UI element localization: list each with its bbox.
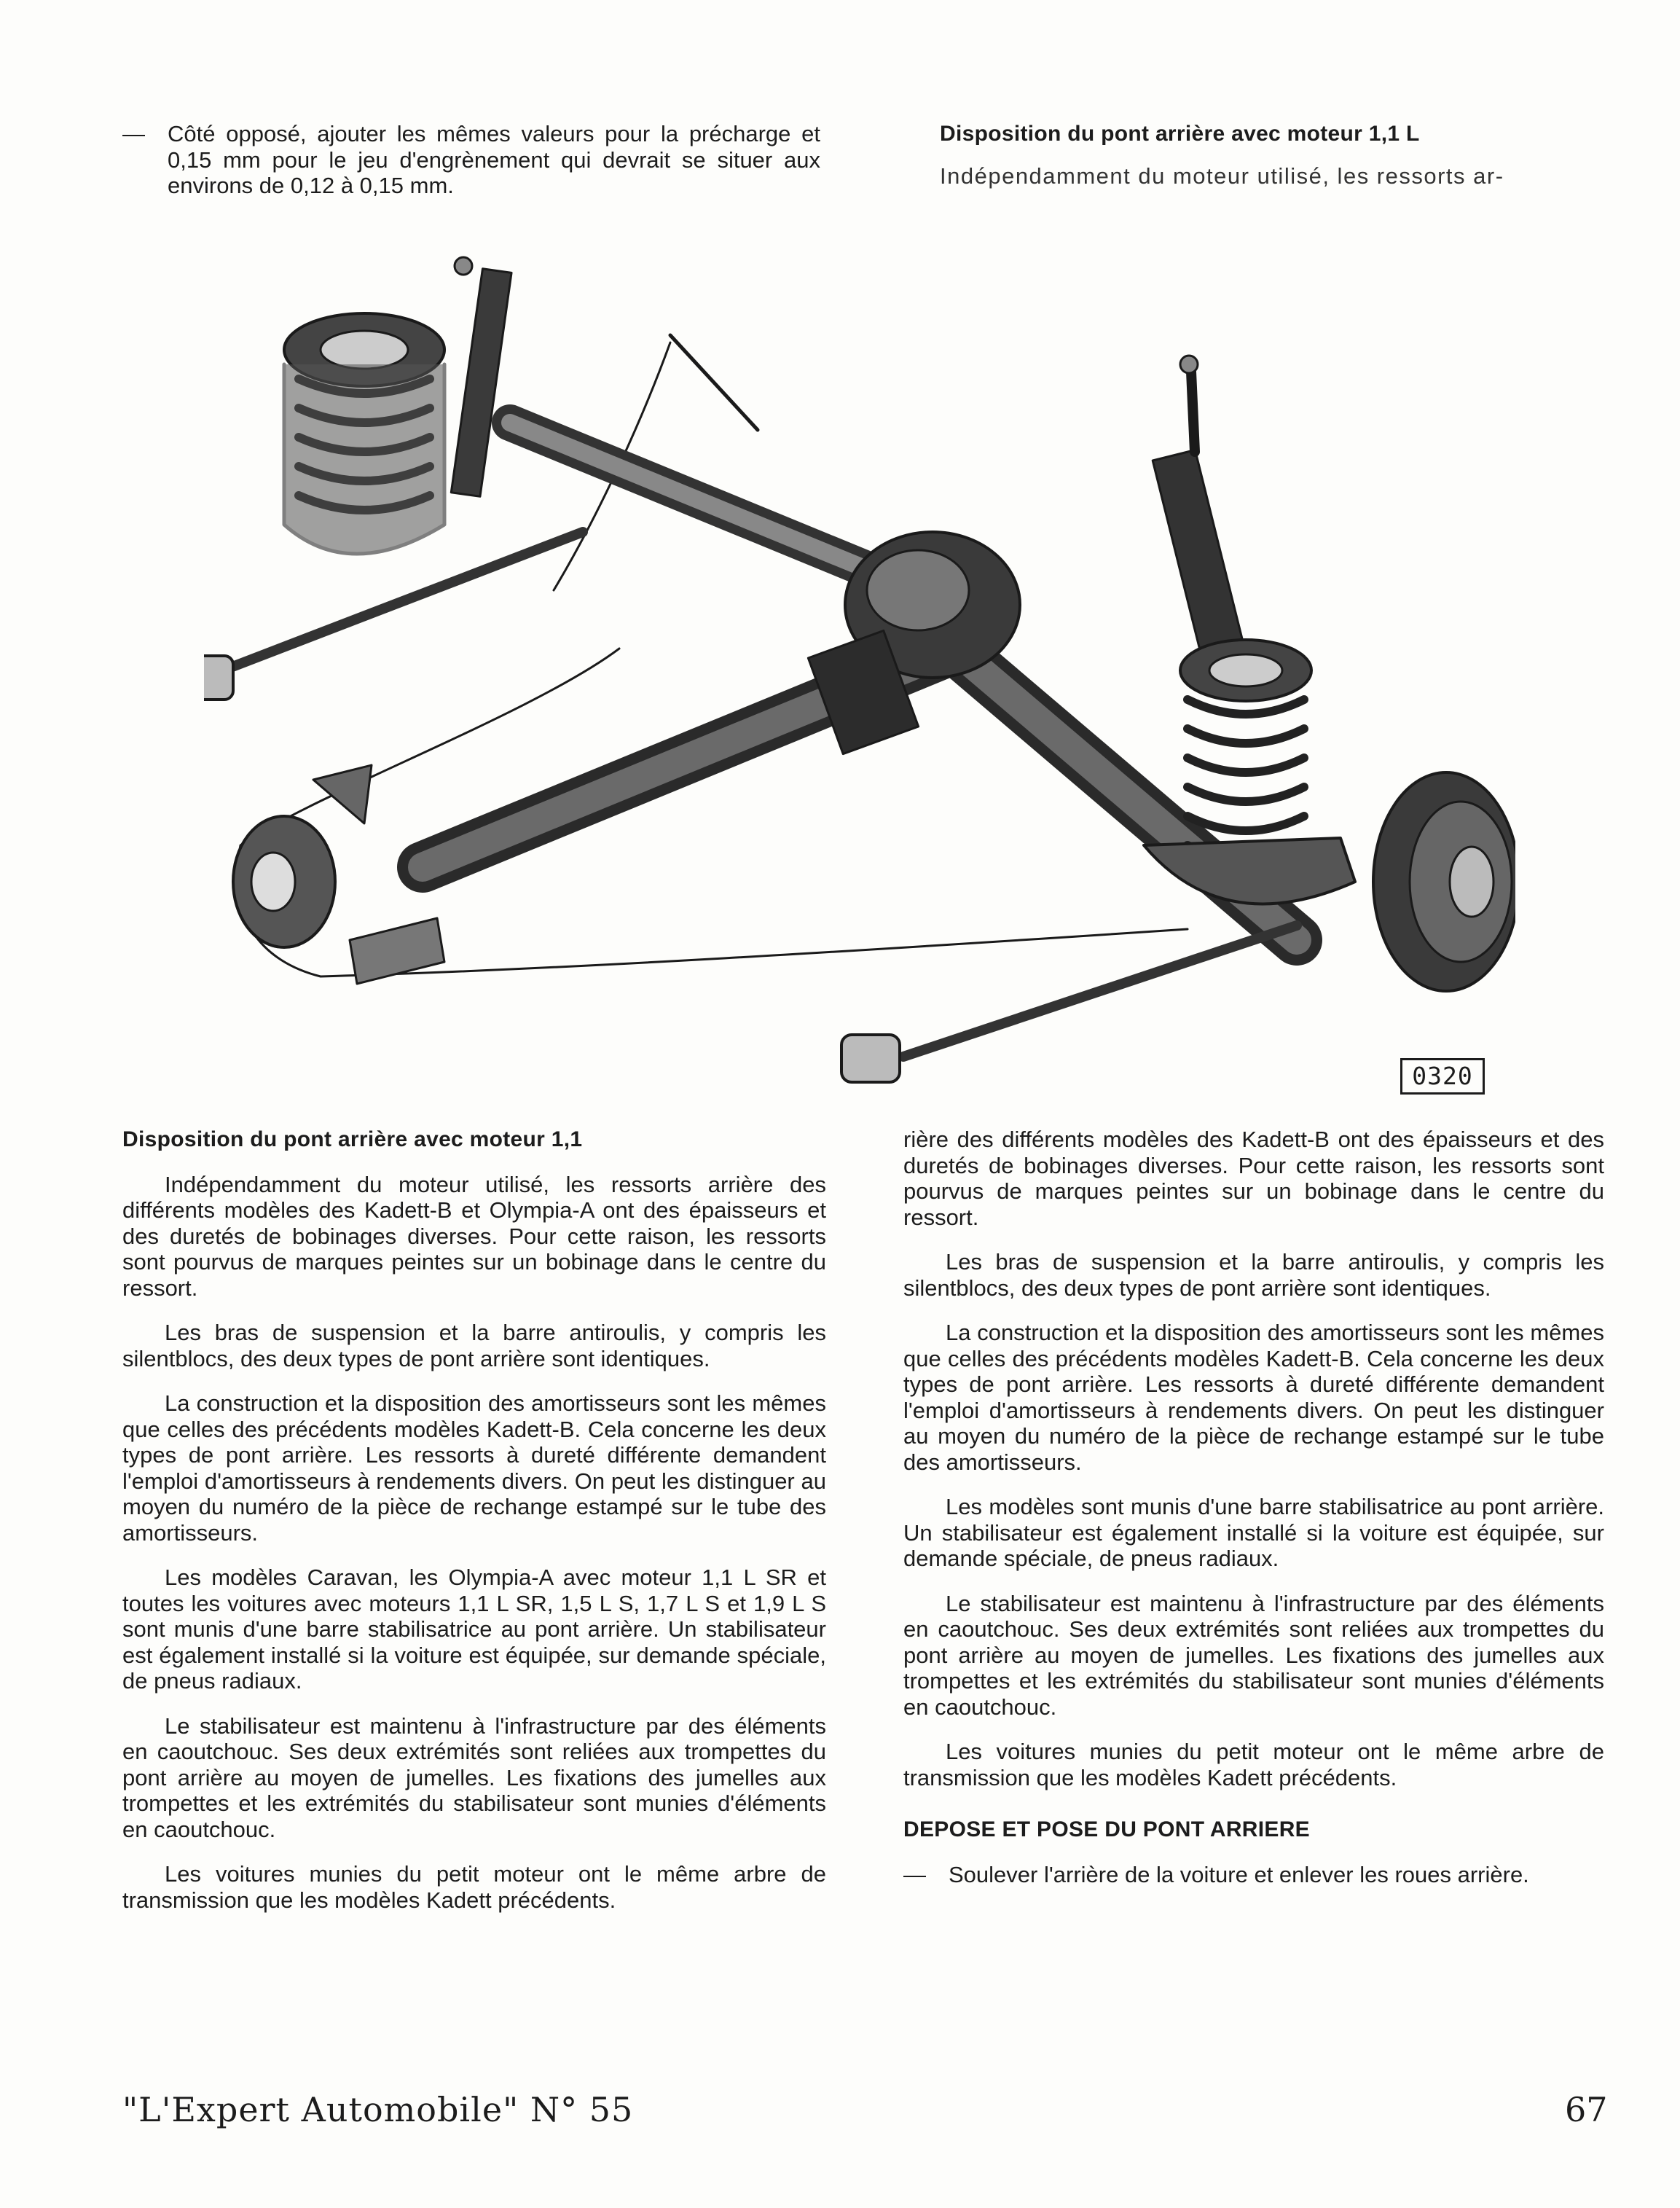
- paragraph: Les modèles sont munis d'une barre stabilisatrice au pont arrière. Un stabilisateur est également installé si la voiture est équipée, sur demande spéciale, de pneus radiaux.: [903, 1494, 1604, 1571]
- paragraph: Les bras de suspension et la barre antiroulis, y compris les silentblocs, des deux types de pont arrière sont identiques.: [903, 1249, 1604, 1301]
- rear-axle-illustration: [204, 240, 1515, 1093]
- dash-item-lift: [903, 1862, 1604, 1888]
- paragraph-fragment: Indépendamment du moteur utilisé, les ressorts ar-: [940, 163, 1504, 189]
- page-number: 67: [1565, 2090, 1608, 2129]
- paragraph: Les bras de suspension et la barre antiroulis, y compris les silentblocs, des deux types de pont arrière sont identiques.: [122, 1320, 826, 1371]
- paragraph: Indépendamment du moteur utilisé, les ressorts arrière des différents modèles des Kadett-B et Olympia-A ont des épaisseurs et des duretés de bobinages diverses. Pour cette raison, les ressorts sont pourvus de marques peintes sur un bobinage dans le centre du ressort.: [122, 1171, 826, 1301]
- publication-footer: "L'Expert Automobile" N° 55: [122, 2090, 634, 2129]
- dash-item-text: Côté opposé, ajouter les mêmes valeurs pour la précharge et 0,15 mm pour le jeu d'engrènement qui devrait se situer aux environs de 0,12 à 0,15 mm.: [168, 121, 820, 198]
- left-coil-spring: [284, 313, 444, 554]
- figure-number-label: 0320: [1400, 1058, 1485, 1095]
- paragraph: La construction et la disposition des amortisseurs sont les mêmes que celles des précédents modèles Kadett-B. Cela concerne les deux types de pont arrière. Les ressorts à dureté différente demandent l'emploi d'amortisseurs à rendements divers. On peut les distinguer au moyen du numéro de la pièce de rechange estampé sur le tube des amortisseurs.: [903, 1320, 1604, 1475]
- right-coil-spring: [1144, 640, 1355, 904]
- paragraph: Les voitures munies du petit moteur ont le même arbre de transmission que les modèles Kadett précédents.: [903, 1739, 1604, 1790]
- dash-mark: —: [122, 121, 145, 146]
- left-column: [122, 1127, 826, 1932]
- section-heading: Disposition du pont arrière avec moteur 1,1: [122, 1127, 583, 1151]
- paragraph: Les voitures munies du petit moteur ont le même arbre de transmission que les modèles Kadett précédents.: [122, 1861, 826, 1913]
- paragraph: Le stabilisateur est maintenu à l'infrastructure par des éléments en caoutchouc. Ses deux extrémités sont reliées aux trompettes du pont arrière au moyen de jumelles. Les fixations des jumelles aux trompettes et les extrémités du stabilisateur sont munies d'éléments en caoutchouc.: [903, 1590, 1604, 1720]
- right-column: [903, 1127, 1604, 1906]
- section-heading-removal: DEPOSE ET POSE DU PONT ARRIERE: [903, 1817, 1310, 1841]
- paragraph: Les modèles Caravan, les Olympia-A avec moteur 1,1 L SR et toutes les voitures avec moteurs 1,1 L SR, 1,5 L S, 1,7 L S et 1,9 L S sont munis d'une barre stabilisatrice au pont arrière. Un stabilisateur est également installé si la voiture est équipée, sur demande spéciale, de pneus radiaux.: [122, 1565, 826, 1694]
- top-left-block: [122, 121, 820, 218]
- dash-mark: —: [903, 1861, 926, 1887]
- paragraph: Le stabilisateur est maintenu à l'infrastructure par des éléments en caoutchouc. Ses deux extrémités sont reliées aux trompettes du pont arrière au moyen de jumelles. Les fixations des jumelles aux trompettes et les extrémités du stabilisateur sont munies d'éléments en caoutchouc.: [122, 1712, 826, 1842]
- dash-item-text: Soulever l'arrière de la voiture et enlever les roues arrière.: [949, 1861, 1529, 1887]
- paragraph-continuation: rière des différents modèles des Kadett-B ont des épaisseurs et des duretés de bobinages diverses. Pour cette raison, les ressorts sont pourvus de marques peintes sur un bobinage dans le centre du ressort.: [903, 1127, 1604, 1230]
- section-heading-top: Disposition du pont arrière avec moteur 1,1 L: [940, 122, 1420, 146]
- left-shock-absorber: [451, 257, 511, 496]
- top-right-block: [940, 121, 1595, 208]
- dash-item-preload: [122, 121, 820, 199]
- paragraph: La construction et la disposition des amortisseurs sont les mêmes que celles des précédents modèles Kadett-B. Cela concerne les deux types de pont arrière. Les ressorts à dureté différente demandent l'emploi d'amortisseurs à rendements divers. On peut les distinguer au moyen du numéro de la pièce de rechange estampé sur le tube des amortisseurs.: [122, 1390, 826, 1546]
